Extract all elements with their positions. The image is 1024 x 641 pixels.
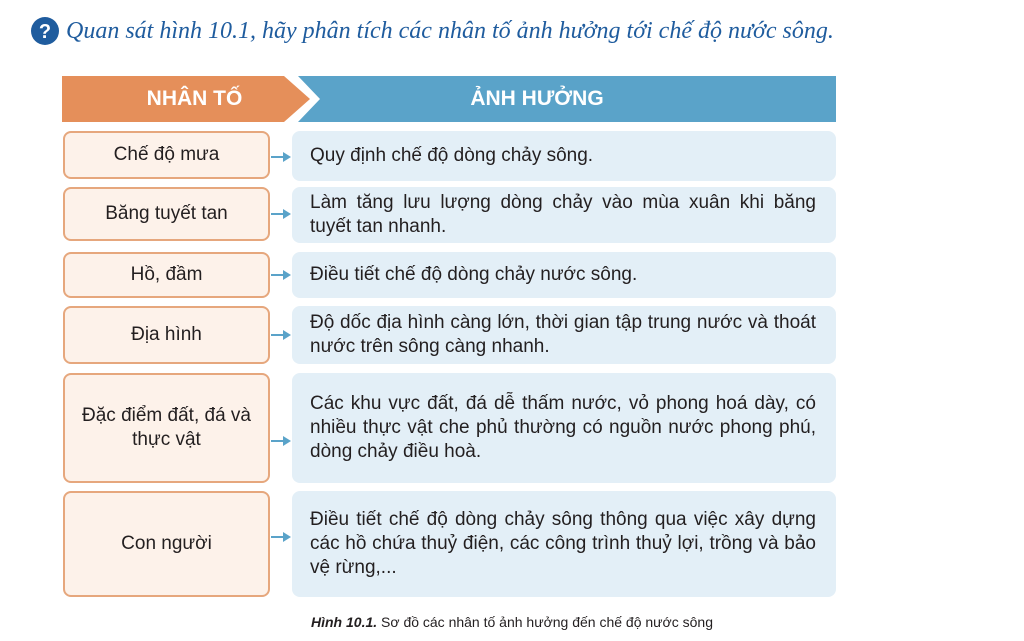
arrow-right-icon xyxy=(271,207,291,221)
arrow-right-icon xyxy=(271,268,291,282)
factor-box: Con người xyxy=(63,491,270,597)
effect-box: Các khu vực đất, đá dễ thấm nước, vỏ phong hoá dày, có nhiều thực vật che phủ thường có nguồn nước phong phú, dòng chảy điều hoà. xyxy=(292,373,836,483)
factor-box: Băng tuyết tan xyxy=(63,187,270,241)
header-factor-label: NHÂN TỐ xyxy=(146,87,243,110)
effect-box: Độ dốc địa hình càng lớn, thời gian tập trung nước và thoát nước trên sông càng nhanh. xyxy=(292,306,836,364)
effect-box: Làm tăng lưu lượng dòng chảy vào mùa xuân khi băng tuyết tan nhanh. xyxy=(292,187,836,243)
question-prompt xyxy=(30,16,834,46)
figure-caption xyxy=(0,614,1024,630)
question-circle-icon xyxy=(30,16,60,46)
effect-box: Điều tiết chế độ dòng chảy nước sông. xyxy=(292,252,836,298)
effect-box: Quy định chế độ dòng chảy sông. xyxy=(292,131,836,181)
question-text: Quan sát hình 10.1, hãy phân tích các nhân tố ảnh hưởng tới chế độ nước sông. xyxy=(66,17,834,44)
arrow-right-icon xyxy=(271,530,291,544)
caption-text: Sơ đồ các nhân tố ảnh hưởng đến chế độ nước sông xyxy=(377,614,713,630)
factor-box: Chế độ mưa xyxy=(63,131,270,179)
factor-box: Hồ, đầm xyxy=(63,252,270,298)
arrow-right-icon xyxy=(271,150,291,164)
factor-box: Địa hình xyxy=(63,306,270,364)
caption-label: Hình 10.1. xyxy=(311,614,378,630)
arrow-right-icon xyxy=(271,434,291,448)
table-header xyxy=(62,76,836,122)
effect-box: Điều tiết chế độ dòng chảy sông thông qua việc xây dựng các hồ chứa thuỷ điện, các công trình thuỷ lợi, trồng và bảo vệ rừng,... xyxy=(292,491,836,597)
factor-box: Đặc điểm đất, đá và thực vật xyxy=(63,373,270,483)
svg-text:?: ? xyxy=(38,21,52,43)
arrow-right-icon xyxy=(271,328,291,342)
header-effect-label: ẢNH HƯỞNG xyxy=(470,87,604,110)
